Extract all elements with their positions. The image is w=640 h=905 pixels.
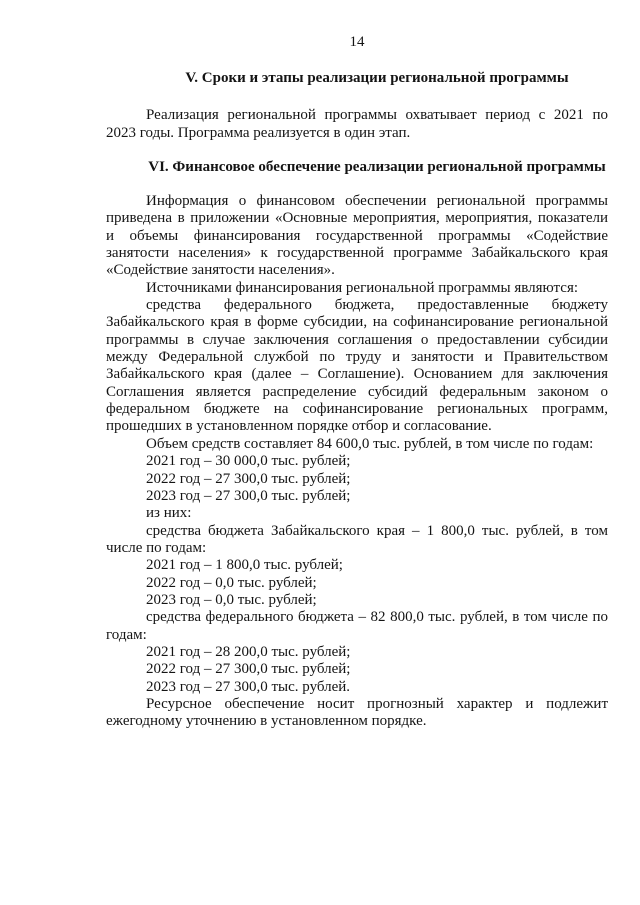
section-v-body	[106, 106, 608, 142]
paragraph-line: 2022 год – 0,0 тыс. рублей;	[146, 574, 317, 591]
paragraph-line: Информация о финансовом обеспечении региональной программы	[146, 193, 608, 209]
paragraph-line: 2021 год – 1 800,0 тыс. рублей;	[146, 557, 343, 574]
paragraph	[106, 436, 608, 453]
paragraph-line: занятости населения» к государственной программе Забайкальского края	[106, 245, 608, 262]
paragraph-line: средства федерального бюджета – 82 800,0 тыс. рублей, в том числе по	[146, 609, 608, 626]
paragraph-line: 2023 год – 27 300,0 тыс. рублей.	[146, 678, 351, 695]
section-vi-heading: VI. Финансовое обеспечение реализации региональной программы	[148, 159, 606, 175]
year-amount-line	[106, 575, 608, 592]
paragraph-line: 2023 год – 27 300,0 тыс. рублей;	[146, 487, 351, 504]
section-v-heading: V. Сроки и этапы реализации региональной программы	[185, 70, 569, 86]
paragraph	[106, 297, 608, 436]
paragraph	[106, 696, 608, 731]
paragraph-line: 2023 годы. Программа реализуется в один этап.	[106, 125, 411, 141]
year-amount-line	[106, 592, 608, 609]
paragraph-line: средства федерального бюджета, предоставленные бюджету	[146, 297, 608, 314]
paragraph-line: Реализация региональной программы охватывает период с 2021 по	[146, 107, 608, 123]
paragraph-line: Забайкальского края в форме субсидии, на софинансирование региональной	[106, 314, 608, 331]
year-amount-line	[106, 644, 608, 661]
paragraph-line: программы в случае заключения соглашения о предоставлении субсидии	[106, 331, 608, 348]
paragraph	[106, 280, 608, 297]
paragraph-line: числе по годам:	[106, 539, 207, 556]
paragraph-line: приведена в приложении «Основные мероприятия, мероприятия, показатели	[106, 210, 608, 227]
paragraph	[106, 523, 608, 558]
year-amount-line	[106, 471, 608, 488]
paragraph-line: Забайкальского края (далее – Соглашение). Основанием для заключения	[106, 366, 608, 383]
paragraph-line: 2021 год – 30 000,0 тыс. рублей;	[146, 453, 351, 470]
paragraph-line: 2022 год – 27 300,0 тыс. рублей;	[146, 470, 351, 487]
year-amount-line	[106, 453, 608, 470]
paragraph-line: средства бюджета Забайкальского края – 1 800,0 тыс. рублей, в том	[146, 522, 608, 539]
paragraph	[106, 609, 608, 644]
paragraph-line: годам:	[106, 626, 147, 643]
paragraph-line: и объемы финансирования государственной программы «Содействие	[106, 227, 608, 244]
paragraph	[106, 106, 608, 142]
page-number: 14	[349, 34, 365, 50]
paragraph-line: 2021 год – 28 200,0 тыс. рублей;	[146, 643, 351, 660]
paragraph-line: ежегодному уточнению в установленном порядке.	[106, 713, 427, 730]
year-amount-line	[106, 557, 608, 574]
paragraph-line: Объем средств составляет 84 600,0 тыс. рублей, в том числе по годам:	[146, 435, 594, 452]
paragraph-line: федеральном бюджете на софинансирование региональных программ,	[106, 401, 608, 418]
section-vi-body	[106, 193, 608, 731]
paragraph-line: Источниками финансирования региональной программы являются:	[146, 279, 579, 296]
paragraph-line: между Федеральной службой по труду и занятости и Правительством	[106, 349, 608, 366]
paragraph-line: 2023 год – 0,0 тыс. рублей;	[146, 591, 317, 608]
paragraph	[106, 505, 608, 522]
year-amount-line	[106, 679, 608, 696]
paragraph-line: Ресурсное обеспечение носит прогнозный характер и подлежит	[146, 695, 608, 712]
paragraph-line: из них:	[146, 505, 192, 522]
year-amount-line	[106, 661, 608, 678]
paragraph-line: прошедших в установленном порядке отбор и согласование.	[106, 418, 492, 435]
paragraph-line: «Содействие занятости населения».	[106, 262, 335, 279]
paragraph-line: 2022 год – 27 300,0 тыс. рублей;	[146, 661, 351, 678]
year-amount-line	[106, 488, 608, 505]
paragraph	[106, 193, 608, 280]
paragraph-line: Соглашения является распределение субсидий федеральным законом о	[106, 383, 608, 400]
